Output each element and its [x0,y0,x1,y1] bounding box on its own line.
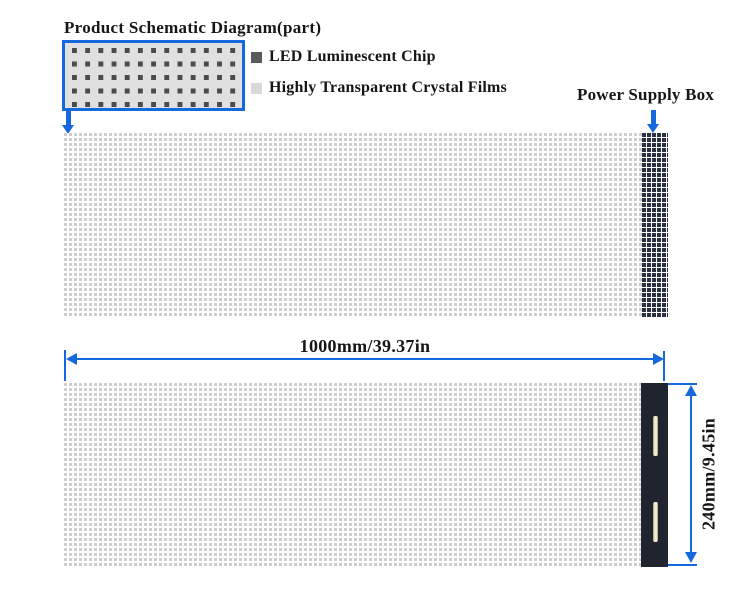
width-dimension-arrow [66,353,664,365]
legend-item-led-chip [251,48,436,66]
height-dimension-arrow [685,385,697,563]
arrow-head-right [653,353,664,365]
arrow-head-down [685,552,697,563]
film-panel-top-view [64,133,668,318]
psu-connector-slot-2 [653,502,658,542]
led-chip-swatch-icon [251,52,262,63]
dimension-line [690,394,692,554]
legend-item-label: Highly Transparent Crystal Films [269,79,507,96]
sample-down-arrow-icon [62,111,75,134]
dimension-line [75,358,655,360]
crystal-film-swatch-icon [251,83,262,94]
width-dimension-label: 1000mm/39.37in [299,336,431,356]
arrow-shaft [651,110,656,124]
legend-item-label: LED Luminescent Chip [269,48,436,65]
psu-connector-slot-1 [653,416,658,456]
sample-detail-box [62,40,245,111]
page-title: Product Schematic Diagram(part) [64,18,322,37]
psu-strip-top-view [642,133,668,318]
psu-down-arrow-icon [647,110,660,133]
arrow-shaft [66,111,71,125]
power-supply-box-label: Power Supply Box [577,85,715,104]
height-tick-bottom [668,564,697,566]
psu-box-front-view [641,383,668,567]
arrow-head [647,124,659,133]
legend-item-crystal-film [251,79,507,97]
film-panel-front-view [64,383,668,567]
height-dimension-label: 240mm/9.45in [698,417,719,530]
